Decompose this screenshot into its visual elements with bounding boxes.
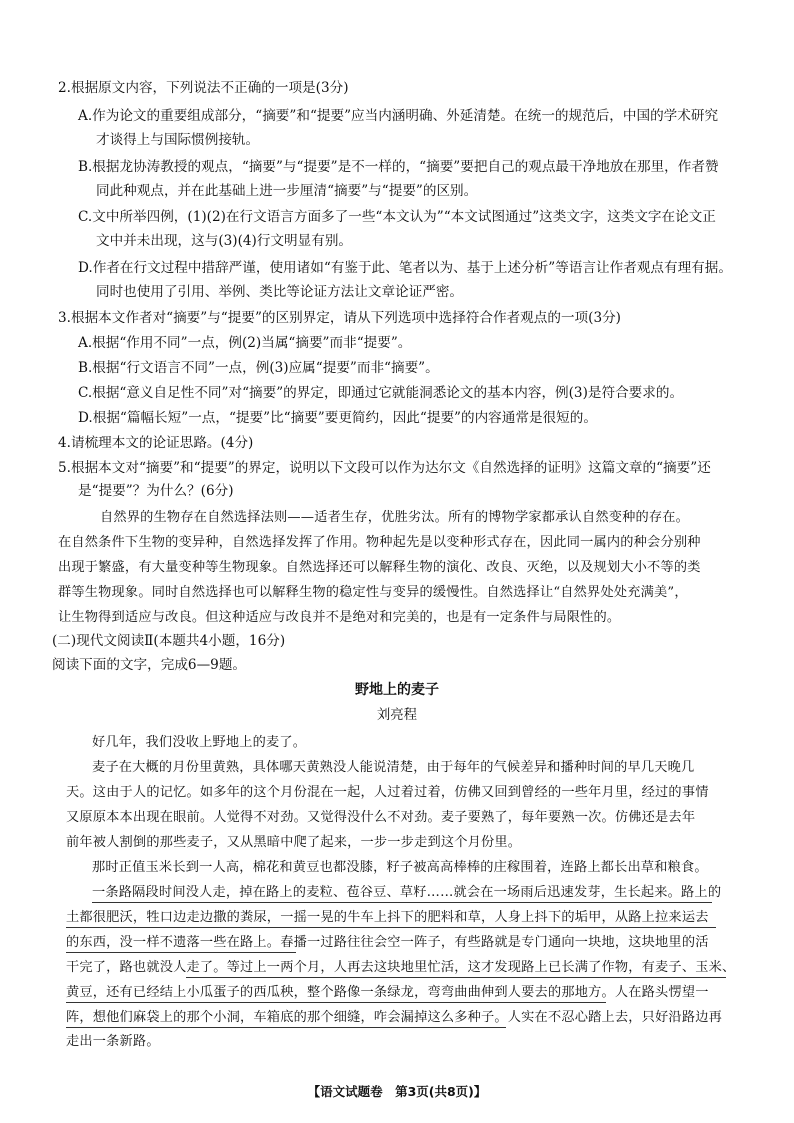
q5-passage-line-4: 群等生物现象。同时自然选择也可以解释生物的稳定性与变异的缓慢性。自然选择让“自然界处处充满美”， bbox=[58, 585, 688, 600]
article-line-8: 土都很肥沃，牲口边走边撒的粪尿，一摇一晃的牛车上抖下的肥料和草，人身上抖下的垢甲，从路上拉来运去 bbox=[66, 910, 709, 925]
q5-passage-line-2: 在自然条件下生物的变异种，自然选择发挥了作用。物种起先是以变种形式存在，因此同一属内的种会分别种 bbox=[58, 535, 701, 550]
section-heading: (二)现代文阅读Ⅱ(本题共4小题，16分) bbox=[52, 633, 286, 649]
q2-option-b-cont: 同此种观点，并在此基础上进一步厘清“摘要”与“提要”的区别。 bbox=[96, 183, 478, 199]
q2-option-a-cont: 才谈得上与国际惯例接轨。 bbox=[96, 132, 260, 148]
underline-mark-3 bbox=[66, 952, 296, 953]
q4-stem: 4.请梳理本文的论证思路。(4分) bbox=[58, 435, 254, 451]
article-line-7: 一条路隔段时间没人走，掉在路上的麦粒、苞谷豆、草籽……就会在一场雨后迅速发芽，生长起来。路上的 bbox=[92, 885, 722, 900]
q2-option-d-cont: 同时也使用了引用、举例、类比等论证方法让文章论证严密。 bbox=[96, 284, 464, 300]
article-author: 刘亮程 bbox=[376, 708, 418, 723]
underline-mark-6 bbox=[66, 1027, 506, 1028]
q2-option-d: D.作者在行文过程中措辞严谨，使用诸如“有鉴于此、笔者以为、基于上述分析”等语言让作者观点有理有据。 bbox=[78, 260, 732, 276]
section-instruction: 阅读下面的文字，完成6—9题。 bbox=[52, 657, 247, 673]
q5-passage-line-5: 让生物得到适应与改良。但这种适应与改良并不是绝对和完美的，也是有一定条件与局限性的。 bbox=[58, 610, 621, 625]
q3-option-a: A.根据“作用不同”一点，例(2)当属“摘要”而非“提要”。 bbox=[78, 335, 412, 351]
q5-stem: 5.根据本文对“摘要”和“提要”的界定，说明以下文段可以作为达尔文《自然选择的证明》这篇文章的“摘要”还 bbox=[58, 460, 711, 476]
underline-mark-2 bbox=[66, 927, 716, 928]
underline-mark-1 bbox=[92, 902, 712, 903]
q2-option-c: C.文中所举四例，(1)(2)在行文语言方面多了一些“本文认为”“本文试图通过”这类文字，这类文字在论文正 bbox=[78, 209, 716, 225]
q3-option-d: D.根据“篇幅长短”一点，“提要”比“摘要”要更简约，因此“提要”的内容通常是很短的。 bbox=[78, 410, 597, 426]
q2-option-c-cont: 文中并未出现，这与(3)(4)行文明显有别。 bbox=[96, 233, 353, 249]
page-footer: 【语文试题卷 第3页(共8页)】 bbox=[307, 1084, 487, 1099]
q2-option-a: A.作为论文的重要组成部分，“摘要”和“提要”应当内涵明确、外延清楚。在统一的规范后，中国的学术研究 bbox=[78, 108, 719, 124]
article-line-6: 那时正值玉米长到一人高，棉花和黄豆也都没膝，籽子被高高棒棒的庄稼围着，连路上都长出草和粮食。 bbox=[92, 860, 708, 875]
article-line-2: 麦子在大概的月份里黄熟，具体哪天黄熟没人能说清楚，由于每年的气候差异和播种时间的早几天晚几 bbox=[92, 760, 695, 775]
q5-passage-line-3: 出现于繁盛，有大量变种等生物现象。自然选择还可以解释生物的演化、改良、灭绝，以及规划大小不等的类 bbox=[58, 560, 701, 575]
q5-stem-cont: 是“提要”？为什么？(6分) bbox=[78, 483, 234, 499]
article-line-11: 黄豆，还有已经结上小瓜蛋子的西瓜秧，整个路像一条绿龙，弯弯曲曲伸到人要去的那地方。人在路头愣望一 bbox=[66, 985, 709, 1000]
underline-mark-4 bbox=[186, 977, 726, 978]
article-line-10: 干完了，路也就没人走了。等过上一两个月，人再去这块地里忙活，这才发现路上已长满了作物，有麦子、玉米、 bbox=[66, 960, 736, 975]
article-line-4: 又原原本本出现在眼前。人觉得不对劲。又觉得没什么不对劲。麦子要熟了，每年要熟一次。仿佛还是去年 bbox=[66, 810, 696, 825]
article-line-12: 阵，想他们麻袋上的那个小洞，车箱底的那个细缝，咋会漏掉这么多种子。人实在不忍心踏上去，只好沿路边再 bbox=[66, 1010, 722, 1025]
article-line-5: 前年被人割倒的那些麦子，又从黑暗中爬了起来，一步一步走到这个月份里。 bbox=[66, 835, 522, 850]
article-title: 野地上的麦子 bbox=[355, 682, 439, 698]
q3-stem: 3.根据本文作者对“摘要”与“提要”的区别界定，请从下列选项中选择符合作者观点的一项(3分) bbox=[58, 310, 621, 326]
q3-option-b: B.根据“行文语言不同”一点，例(3)应属“提要”而非“摘要”。 bbox=[78, 360, 439, 376]
article-line-1: 好几年，我们没收上野地上的麦了。 bbox=[92, 735, 307, 750]
article-line-3: 天。这由于人的记忆。如多年的这个月份混在一起，人过着过着，仿佛又回到曾经的一些年月里，经过的事情 bbox=[66, 785, 709, 800]
q2-option-b: B.根据龙协涛教授的观点，“摘要”与“提要”是不一样的，“摘要”要把自己的观点最干净地放在那里，作者赞 bbox=[78, 159, 719, 175]
q2-stem: 2.根据原文内容，下列说法不正确的一项是(3分) bbox=[58, 80, 349, 96]
underline-mark-5 bbox=[66, 1002, 606, 1003]
q3-option-c: C.根据“意义自足性不同”对“摘要”的界定，即通过它就能洞悉论文的基本内容，例(3)是符合要求的。 bbox=[78, 385, 684, 401]
q5-passage-line-1: 自然界的生物存在自然选择法则——适者生存，优胜劣汰。所有的博物学家都承认自然变种的存在。 bbox=[100, 510, 690, 525]
article-line-9: 的东西，没一样不遗落一些在路上。春播一过路往往会空一阵子，有些路就是专门通向一块地，这块地里的活 bbox=[66, 935, 709, 950]
article-line-13: 走出一条新路。 bbox=[66, 1034, 160, 1049]
